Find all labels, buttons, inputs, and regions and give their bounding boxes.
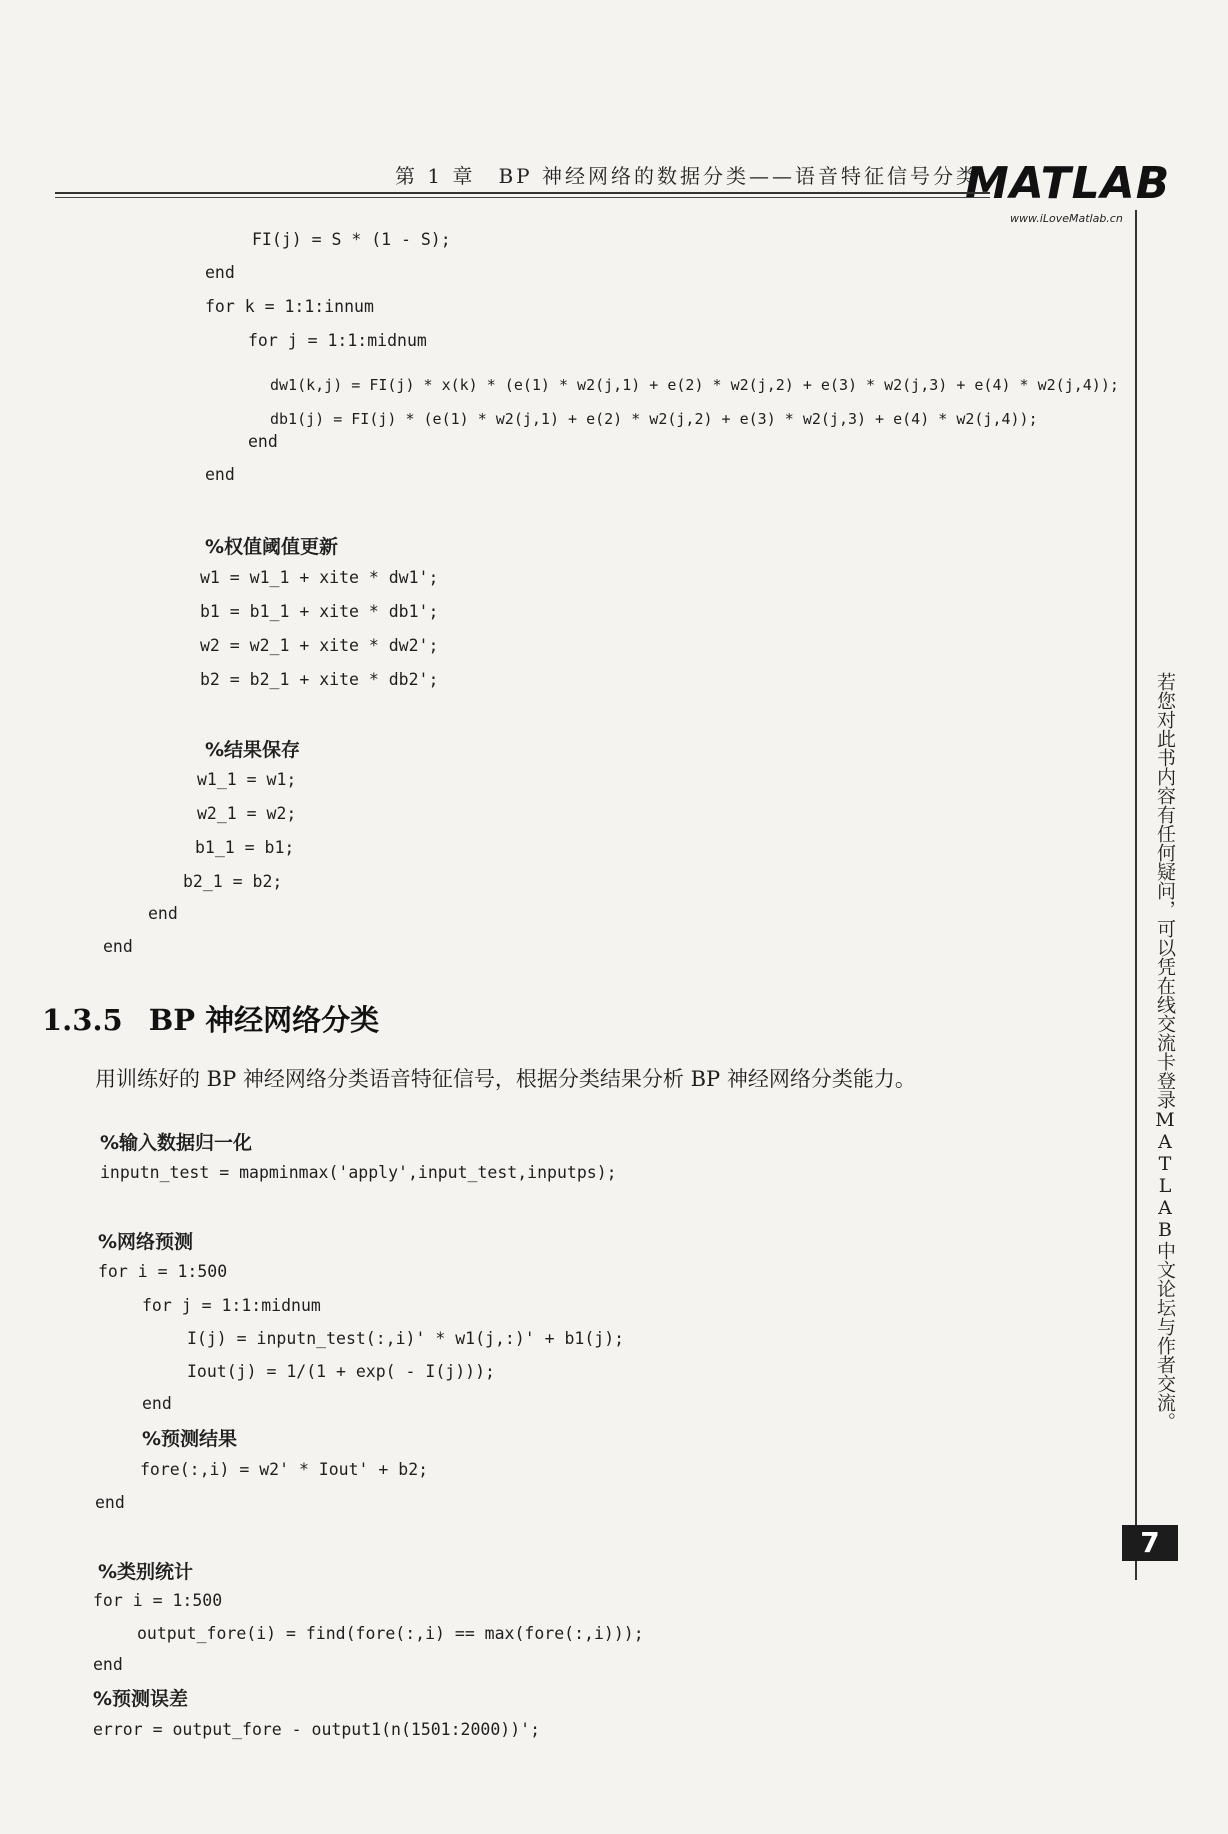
chapter-header-title: 第 1 章 BP 神经网络的数据分类——语音特征信号分类 [395, 164, 979, 188]
margin-rule [1135, 210, 1137, 1580]
code-line: fore(:,i) = w2' * Iout' + b2; [140, 1460, 429, 1479]
section-number: 1.3.5 [42, 1003, 123, 1037]
code-line: for j = 1:1:midnum [142, 1296, 321, 1315]
code-comment: %预测结果 [142, 1428, 238, 1450]
code-line: w1_1 = w1; [197, 770, 297, 789]
code-line: b1_1 = b1; [195, 838, 295, 857]
code-line: dw1(k,j) = FI(j) * x(k) * (e(1) * w2(j,1) + e(2) * w2(j,2) + e(3) * w2(j,3) + e(4) * w2(j,4)); [270, 376, 1119, 394]
code-line: inputn_test = mapminmax('apply',input_test,inputps); [100, 1163, 617, 1182]
code-line: w2 = w2_1 + xite * dw2'; [200, 636, 439, 655]
page-number: 7 [1122, 1525, 1178, 1561]
side-note: 若您对此书内容有任何疑问，可以凭在线交流卡登录MATLAB中文论坛与作者交流。 [1154, 672, 1176, 1431]
code-comment: %网络预测 [98, 1231, 194, 1253]
header-rule-thin [55, 197, 990, 198]
code-line: for i = 1:500 [93, 1591, 223, 1610]
code-line: w2_1 = w2; [197, 804, 297, 823]
code-line: Iout(j) = 1/(1 + exp( - I(j))); [187, 1362, 495, 1381]
code-line: b2 = b2_1 + xite * db2'; [200, 670, 439, 689]
code-line: output_fore(i) = find(fore(:,i) == max(fore(:,i))); [137, 1624, 644, 1643]
code-line: b1 = b1_1 + xite * db1'; [200, 602, 439, 621]
code-line: for k = 1:1:innum [205, 297, 374, 316]
code-line: end [142, 1394, 172, 1413]
code-line: end [95, 1493, 125, 1512]
code-comment: %类别统计 [98, 1561, 194, 1583]
code-comment: %预测误差 [93, 1688, 189, 1710]
matlab-logo: MATLAB [965, 158, 1171, 209]
header-rule [55, 192, 990, 194]
code-comment: %结果保存 [205, 739, 301, 761]
code-line: w1 = w1_1 + xite * dw1'; [200, 568, 439, 587]
code-line: FI(j) = S * (1 - S); [252, 230, 451, 249]
code-line: end [103, 937, 133, 956]
section-heading [42, 998, 379, 1039]
code-line: end [248, 432, 278, 451]
code-line: end [205, 263, 235, 282]
code-comment: %权值阈值更新 [205, 536, 339, 558]
code-line: error = output_fore - output1(n(1501:2000))'; [93, 1720, 541, 1739]
code-line: end [93, 1655, 123, 1674]
code-line: b2_1 = b2; [183, 872, 283, 891]
logo-url: www.iLoveMatlab.cn [1010, 212, 1123, 225]
code-comment: %输入数据归一化 [100, 1132, 253, 1154]
code-line: db1(j) = FI(j) * (e(1) * w2(j,1) + e(2) * w2(j,2) + e(3) * w2(j,3) + e(4) * w2(j,4)); [270, 410, 1038, 428]
code-line: I(j) = inputn_test(:,i)' * w1(j,:)' + b1(j); [187, 1329, 625, 1348]
body-paragraph: 用训练好的 BP 神经网络分类语音特征信号，根据分类结果分析 BP 神经网络分类能力。 [95, 1067, 916, 1091]
section-title: BP 神经网络分类 [148, 1003, 380, 1037]
code-line: end [148, 904, 178, 923]
code-line: end [205, 465, 235, 484]
code-line: for i = 1:500 [98, 1262, 228, 1281]
code-line: for j = 1:1:midnum [248, 331, 427, 350]
